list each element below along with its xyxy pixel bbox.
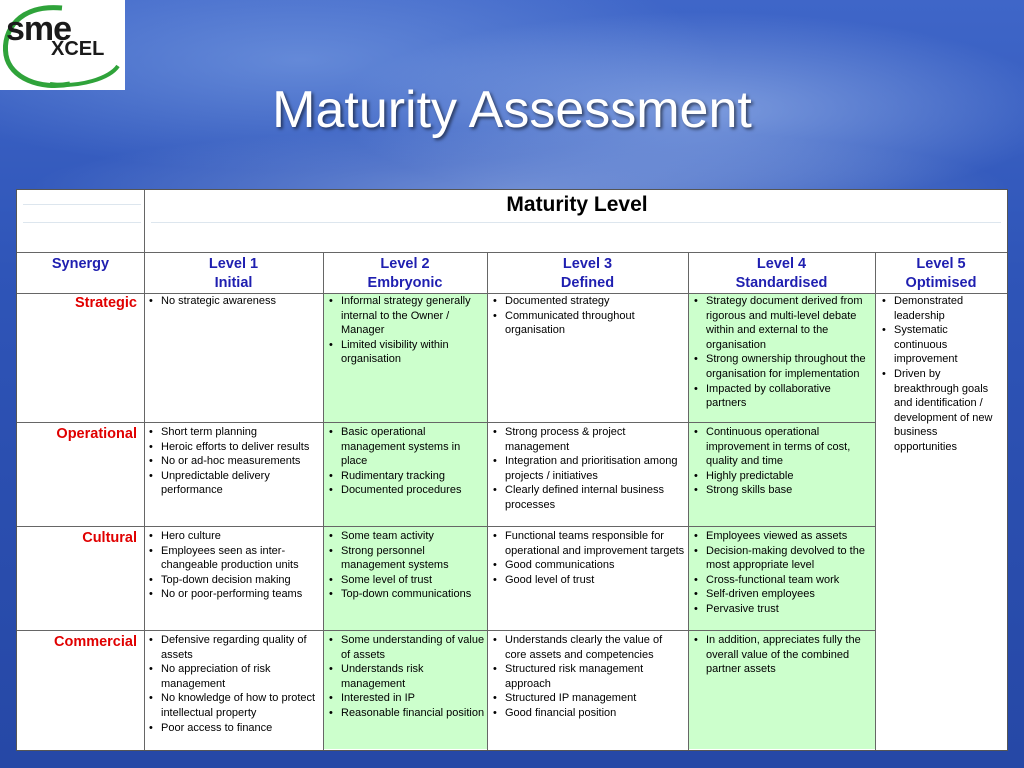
level-5-number: Level 5 [916,256,966,272]
level-1-name: Initial [214,275,253,291]
divider [487,252,488,750]
level-3-number: Level 3 [562,256,613,272]
bullet-item: • Functional teams responsible for operational and improvement targets [489,529,685,558]
list-commercial-level4 [690,633,874,677]
bullet-item: • Cross-functional team work [690,573,874,588]
faint-line [23,204,141,205]
logo-text-xcel: XCEL [51,38,105,60]
level-5-name: Optimised [905,275,977,291]
bullet-item: • No knowledge of how to protect intellectual property [145,691,321,720]
bullet-item: • Strong personnel management systems [325,544,485,573]
maturity-level-heading: Maturity Level [506,193,648,216]
level-2-name: Embryonic [367,275,443,291]
bullet-item: • Reasonable financial position [325,706,485,721]
divider [17,252,1007,253]
bullet-item: • Good level of trust [489,573,685,588]
level-3-header [487,255,688,293]
bullet-item: • Some understanding of value of assets [325,633,485,662]
bullet-item: • Pervasive trust [690,602,874,617]
bullet-item: • Integration and prioritisation among projects / initiatives [489,454,685,483]
row-label-cultural: Cultural [82,530,137,546]
bullet-item: • Strong process & project management [489,425,685,454]
row-label-operational: Operational [56,426,137,442]
bullet-item: • Self-driven employees [690,587,874,602]
bullet-item: • Structured IP management [489,691,685,706]
bullet-item: • Unpredictable delivery performance [145,469,321,498]
bullet-item: • Systematic continuous improvement [878,323,1002,367]
row-label-commercial: Commercial [53,634,137,650]
bullet-item: • Rudimentary tracking [325,469,485,484]
list-operational-level2 [325,425,485,498]
bullet-item: • Impacted by collaborative partners [690,382,874,411]
level-2-number: Level 2 [380,256,430,272]
list-strategic-level2 [325,294,485,367]
level-2-header [323,255,487,293]
divider [17,526,875,527]
divider [875,252,876,750]
maturity-table [16,189,1008,751]
bullet-item: • Informal strategy generally internal to the Owner / Manager [325,294,485,338]
list-strategic-level4 [690,294,874,411]
divider [17,630,875,631]
faint-line [23,222,141,223]
list-cultural-level3 [489,529,685,587]
bullet-item: • Strong skills base [690,483,874,498]
list-strategic-level3 [489,294,685,338]
divider [323,252,324,750]
synergy-header: Synergy [51,256,110,272]
list-operational-level3 [489,425,685,513]
bullet-item: • Documented strategy [489,294,685,309]
level-4-name: Standardised [735,275,828,291]
level-1-header [144,255,323,293]
bullet-item: • Good financial position [489,706,685,721]
bullet-item: • Employees seen as inter-changeable production units [145,544,321,573]
list-cultural-level2 [325,529,485,602]
list-level5 [878,294,1002,455]
bullet-item: • Limited visibility within organisation [325,338,485,367]
faint-line [151,222,1001,223]
bullet-item: • Demonstrated leadership [878,294,1002,323]
list-cultural-level4 [690,529,874,617]
bullet-item: • Basic operational management systems in place [325,425,485,469]
bullet-item: • Good communications [489,558,685,573]
bullet-item: • Decision-making devolved to the most appropriate level [690,544,874,573]
bullet-item: • Communicated throughout organisation [489,309,685,338]
logo-text-sme: sme [6,10,72,48]
bullet-item: • Driven by breakthrough goals and identification / development of new business opportunities [878,367,1002,455]
bullet-item: • Documented procedures [325,483,485,498]
bullet-item: • In addition, appreciates fully the overall value of the combined partner assets [690,633,874,677]
bullet-item: • Some team activity [325,529,485,544]
page-title: Maturity Assessment [272,81,752,139]
bullet-item: • Strategy document derived from rigorous and multi-level debate within and external to the organisation [690,294,874,352]
list-strategic-level1 [145,294,321,309]
divider [17,422,875,423]
row-label-strategic: Strategic [74,295,137,311]
level-3-name: Defined [560,275,615,291]
bullet-item: • Interested in IP [325,691,485,706]
bullet-item: • Structured risk management approach [489,662,685,691]
bullet-item: • No or ad-hoc measurements [145,454,321,469]
level-1-number: Level 1 [208,256,259,272]
bullet-item: • Hero culture [145,529,321,544]
bullet-item: • Poor access to finance [145,721,321,736]
list-operational-level4 [690,425,874,498]
bullet-item: • Short term planning [145,425,321,440]
list-operational-level1 [145,425,321,498]
level-4-header [688,255,875,293]
list-commercial-level2 [325,633,485,721]
list-commercial-level1 [145,633,321,735]
divider [688,252,689,750]
level-4-number: Level 4 [756,256,807,272]
bullet-item: • Top-down decision making [145,573,321,588]
bullet-item: • Heroic efforts to deliver results [145,440,321,455]
bullet-item: • Top-down communications [325,587,485,602]
bullet-item: • Understands clearly the value of core assets and competencies [489,633,685,662]
bullet-item: • Continuous operational improvement in terms of cost, quality and time [690,425,874,469]
bullet-item: • Strong ownership throughout the organisation for implementation [690,352,874,381]
bullet-item: • Understands risk management [325,662,485,691]
level-5-header [875,255,1007,293]
bullet-item: • No appreciation of risk management [145,662,321,691]
bullet-item: • No or poor-performing teams [145,587,321,602]
bullet-item: • Some level of trust [325,573,485,588]
bullet-item: • Defensive regarding quality of assets [145,633,321,662]
company-logo [0,0,125,90]
bullet-item: • Employees viewed as assets [690,529,874,544]
list-commercial-level3 [489,633,685,721]
bullet-item: • No strategic awareness [145,294,321,309]
list-cultural-level1 [145,529,321,602]
bullet-item: • Clearly defined internal business processes [489,483,685,512]
bullet-item: • Highly predictable [690,469,874,484]
